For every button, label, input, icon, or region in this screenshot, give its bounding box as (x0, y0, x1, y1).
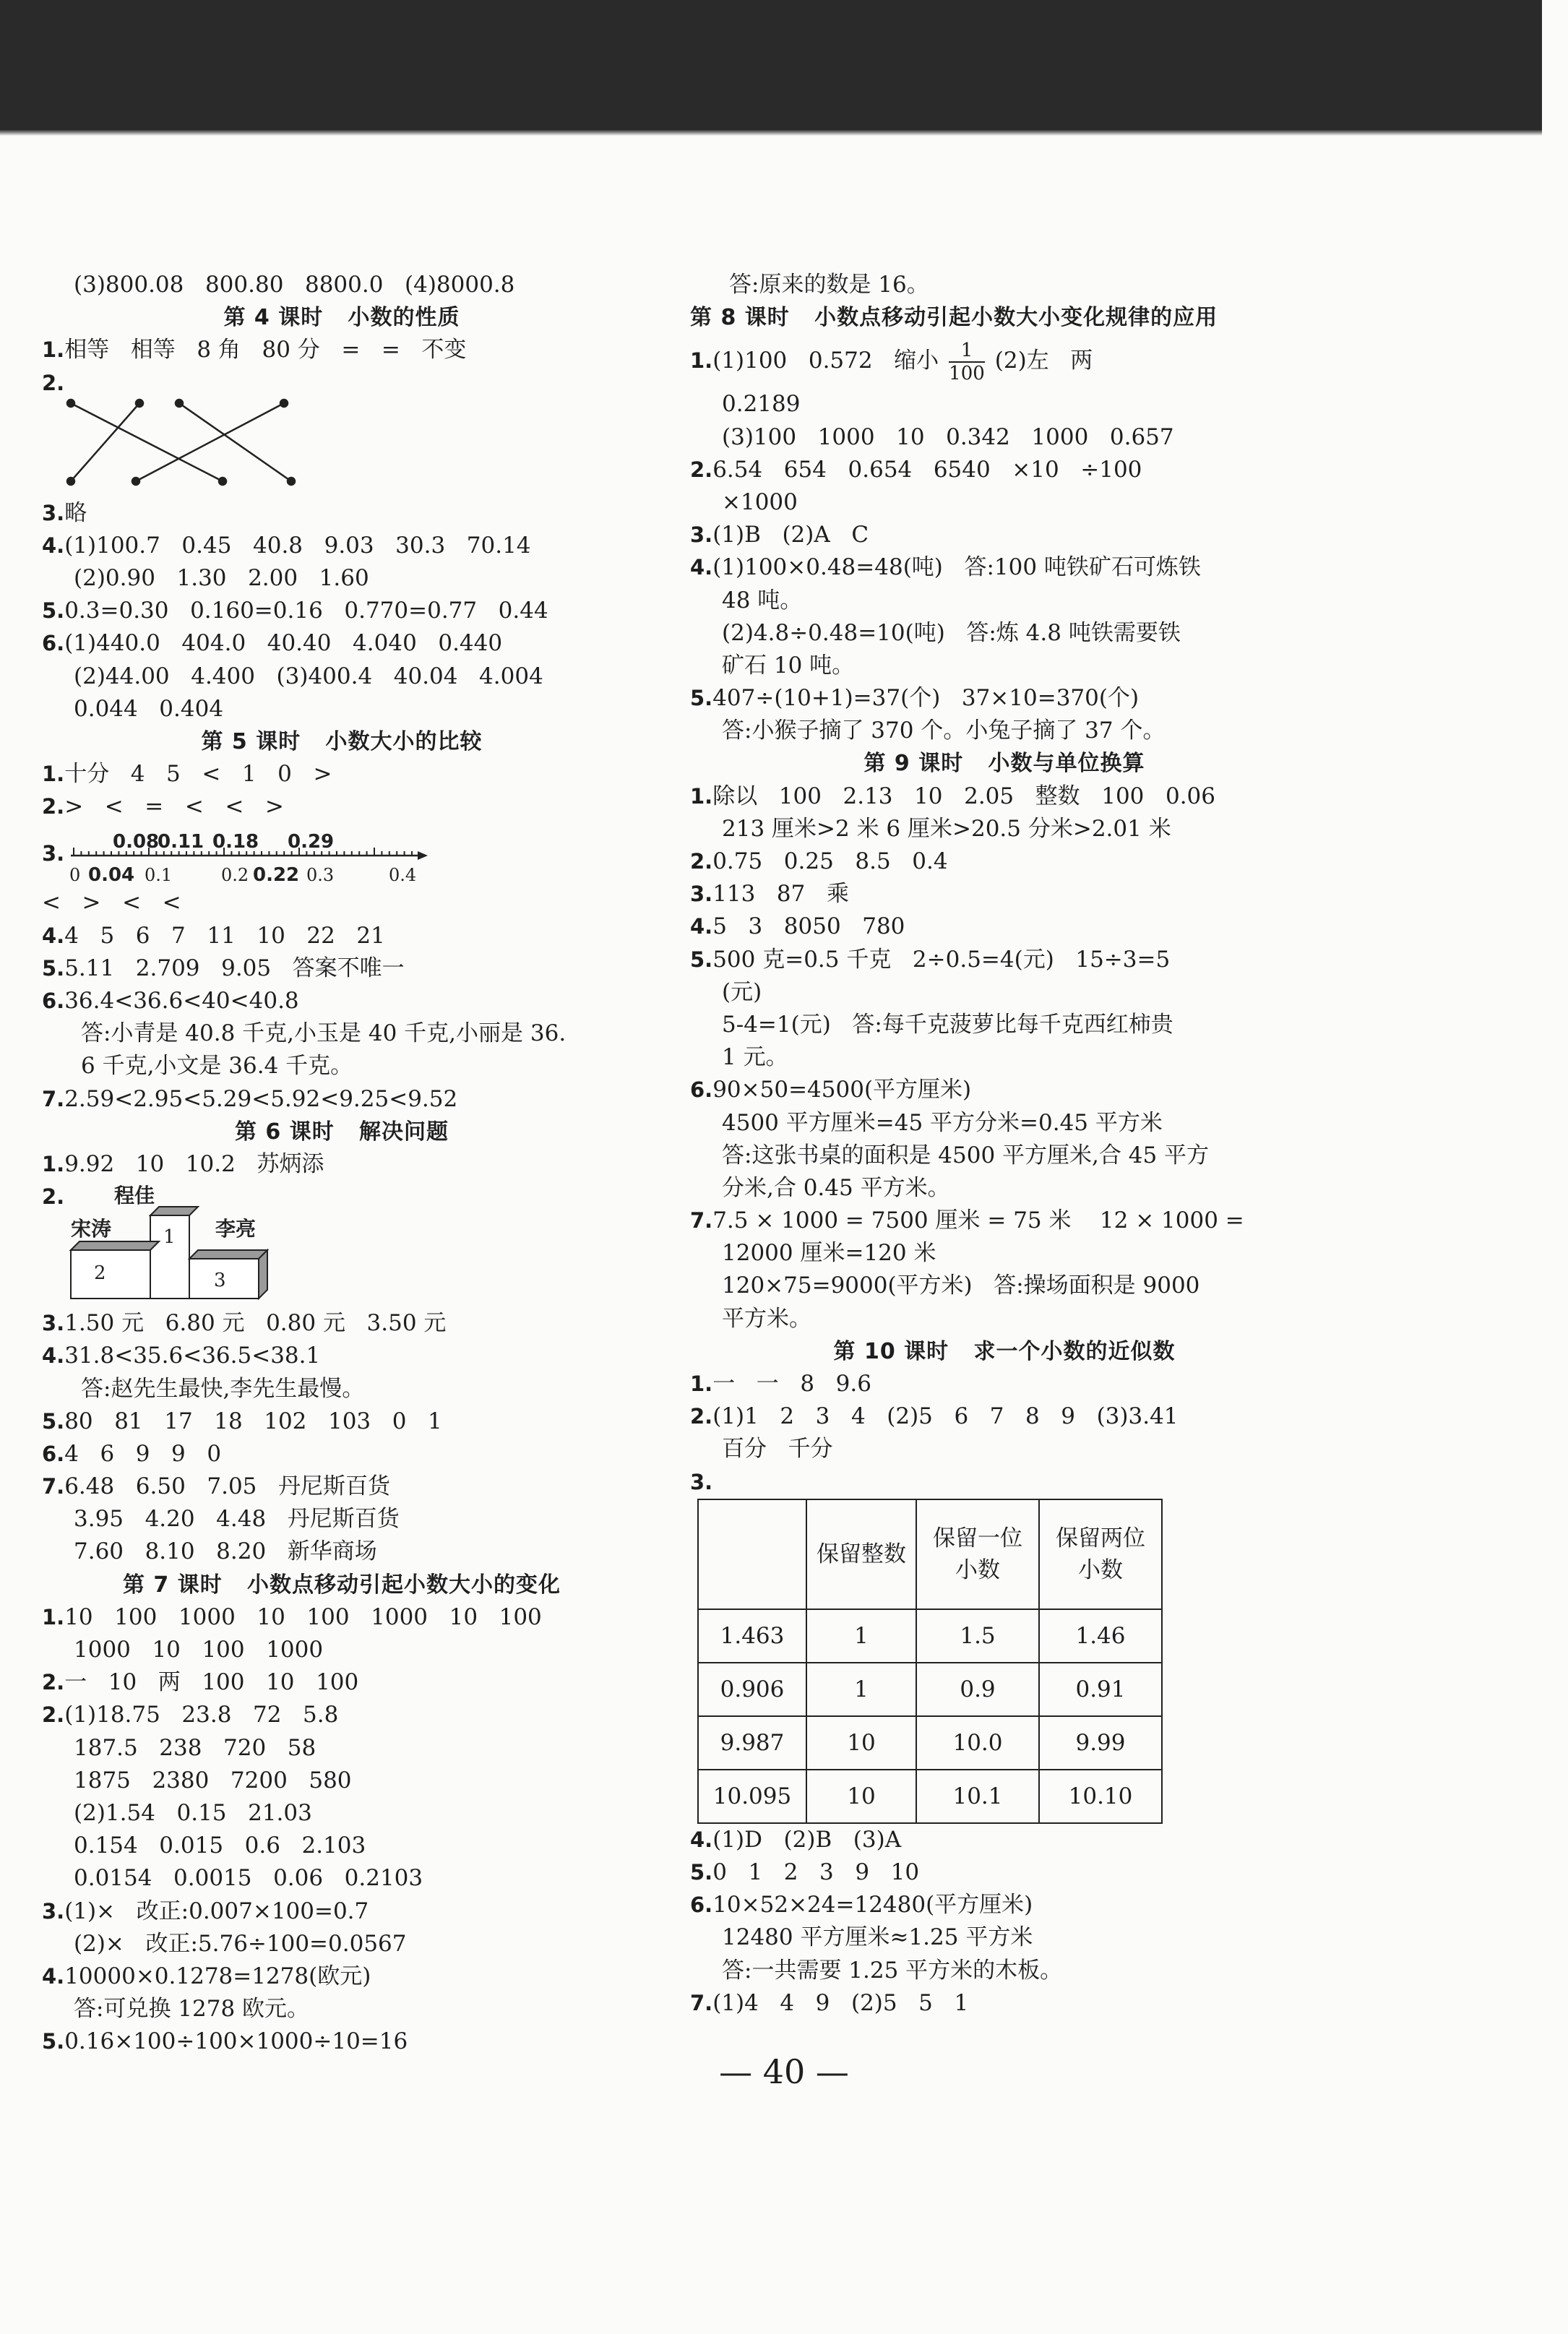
answer-line: (2)44.00 4.400 (3)400.4 40.04 4.004 (74, 663, 543, 689)
answer-line (690, 1889, 1319, 1921)
answer-text: 0.16×100÷100×1000÷10=16 (64, 2028, 408, 2055)
answer-line (42, 595, 642, 627)
question-number: 7. (690, 1208, 713, 1233)
scan-shadow-edge (0, 130, 1542, 136)
question-number: 1. (42, 762, 65, 787)
match-dot (67, 400, 74, 407)
table-row (698, 1770, 1162, 1823)
question-number: 6. (690, 1892, 713, 1918)
answer-line: 48 吨。 (722, 587, 803, 613)
answer-line (42, 530, 642, 562)
answer-line (690, 1400, 1319, 1433)
match-line (179, 403, 291, 481)
podium-first-name: 程佳 (114, 1184, 155, 1208)
answer-line: (3)100 1000 10 0.342 1000 0.657 (722, 423, 1174, 450)
question-number: 3. (690, 882, 713, 907)
answer-line: 1875 2380 7200 580 (74, 1767, 352, 1793)
answer-text: (1)100 0.572 缩小 (712, 348, 939, 374)
answer-text: (1)4 4 9 (2)5 5 1 (712, 1989, 969, 2016)
answer-line: 矿石 10 吨。 (722, 652, 855, 679)
answer-text: 4 5 6 7 11 10 22 21 (64, 922, 385, 949)
question-number: 2. (690, 457, 713, 482)
answer-line (42, 1083, 642, 1116)
answer-line: 4500 平方厘米=45 平方分米=0.45 平方米 (722, 1109, 1163, 1136)
question-number: 2. (42, 1670, 65, 1695)
table-header-cell: 保留整数 (806, 1499, 916, 1609)
answer-text: (1)18.75 23.8 72 5.8 (64, 1702, 339, 1728)
question-number: 5. (42, 598, 65, 624)
question-number: 1. (690, 1371, 713, 1396)
answer-line (690, 454, 1319, 486)
answer-text: (1)B (2)A C (712, 522, 869, 548)
answer-line (690, 1466, 1319, 1499)
question-number: 2. (690, 849, 713, 874)
answer-line: 1 元。 (722, 1044, 788, 1071)
lesson-6-heading: 第 6 课时 解决问题 (234, 1119, 449, 1145)
answer-line: (元) (722, 978, 762, 1005)
answer-line: 120×75=9000(平方米) 答:操场面积是 9000 (722, 1272, 1200, 1299)
question-number: 1. (42, 1151, 65, 1176)
match-line (71, 403, 223, 481)
answer-text: 36.4<36.6<40<40.8 (64, 988, 299, 1014)
question-number: 4. (690, 914, 713, 939)
match-dot (132, 478, 139, 485)
table-cell: 9.987 (698, 1716, 806, 1770)
table-cell: 1 (806, 1663, 916, 1716)
answer-text: 80 81 17 18 102 103 0 1 (64, 1408, 442, 1434)
answer-line: < > < < (42, 890, 181, 916)
answer-text: 1.50 元 6.80 元 0.80 元 3.50 元 (64, 1310, 447, 1337)
answer-line: 答:这张书桌的面积是 4500 平方厘米,合 45 平方 (722, 1142, 1210, 1168)
answer-text: (1)D (2)B (3)A (712, 1826, 902, 1853)
answer-line (42, 791, 642, 823)
answer-line (690, 845, 1319, 878)
answer-line (690, 1074, 1319, 1106)
question-number: 3. (42, 500, 65, 525)
answer-line: 0.0154 0.0015 0.06 0.2103 (74, 1865, 423, 1892)
lesson-7-heading: 第 7 课时 小数点移动引起小数大小的变化 (122, 1572, 561, 1598)
answer-line: 213 厘米>2 米 6 厘米>20.5 分米>2.01 米 (722, 815, 1171, 842)
podium-block-second (71, 1250, 150, 1299)
question-number: 6. (42, 989, 65, 1013)
number-line-top-label: 0.29 (288, 831, 335, 853)
answer-line (690, 878, 1319, 910)
answer-line: 0.044 0.404 (74, 695, 224, 722)
table-cell: 10.1 (916, 1770, 1039, 1823)
fraction-denominator: 100 (949, 362, 985, 384)
number-line-bottom-label: 0.4 (389, 865, 417, 886)
answer-line: (2)× 改正:5.76÷100=0.0567 (74, 1930, 407, 1957)
answer-line (42, 497, 642, 530)
podium-number: 2 (94, 1262, 106, 1285)
answer-line (690, 1205, 1319, 1237)
answer-text: 0.3=0.30 0.160=0.16 0.770=0.77 0.44 (64, 598, 548, 624)
table-cell: 10.10 (1039, 1770, 1162, 1823)
podium-third-name: 李亮 (215, 1217, 257, 1241)
answer-text: (1)× 改正:0.007×100=0.7 (64, 1898, 369, 1924)
answer-line (42, 952, 642, 985)
answer-line (42, 1307, 642, 1340)
lesson-10-heading: 第 10 课时 求一个小数的近似数 (833, 1338, 1176, 1364)
answer-line (690, 519, 1319, 551)
answer-line (42, 1960, 642, 1993)
answer-text: 0.75 0.25 8.5 0.4 (712, 848, 948, 874)
answer-text: 90×50=4500(平方厘米) (712, 1077, 972, 1103)
answer-text: 除以 100 2.13 10 2.05 整数 100 0.06 (712, 783, 1215, 809)
question-number: 5. (690, 947, 713, 972)
answer-text: 500 克=0.5 千克 2÷0.5=4(元) 15÷3=5 (712, 946, 1171, 973)
question-number: 3. (690, 522, 713, 548)
answer-line: 3.95 4.20 4.48 丹尼斯百货 (74, 1506, 400, 1533)
table-header-cell (698, 1499, 806, 1609)
podium-figure (42, 1181, 642, 1307)
number-line-bottom-label: 0 (69, 865, 81, 886)
table-cell: 0.9 (916, 1663, 1039, 1716)
answer-line: 分米,合 0.45 平方米。 (722, 1174, 950, 1201)
answer-text: 6.54 654 0.654 6540 ×10 ÷100 (712, 456, 1142, 483)
table-cell: 0.906 (698, 1663, 806, 1716)
answer-line (690, 910, 1319, 943)
podium-side-third (259, 1250, 267, 1299)
answer-line: (2)4.8÷0.48=10(吨) 答:炼 4.8 吨铁需要铁 (722, 619, 1181, 646)
question-number: 2. (42, 370, 65, 395)
answer-line (690, 944, 1319, 976)
answer-line (690, 551, 1319, 584)
match-line (71, 403, 139, 481)
scan-shadow-band (0, 0, 1542, 130)
question-number: 7. (42, 1086, 65, 1111)
page-number: — 40 — (719, 2052, 849, 2091)
table-cell: 9.99 (1039, 1716, 1162, 1770)
question-number: 3. (42, 1898, 65, 1924)
number-line-arrow (418, 851, 428, 860)
answer-line (690, 1856, 1319, 1889)
answer-line: 0.2189 (722, 391, 801, 418)
question-number: 5. (42, 1408, 65, 1434)
answer-line: 百分 千分 (722, 1436, 833, 1463)
podium-second-name: 宋涛 (71, 1217, 112, 1241)
answer-text: (2)左 两 (994, 348, 1093, 374)
table-row (698, 1609, 1162, 1663)
match-dot (67, 478, 74, 485)
answer-line: 187.5 238 720 58 (74, 1734, 316, 1761)
answer-text: 10 100 1000 10 100 1000 10 100 (64, 1603, 542, 1630)
podium-top-third (189, 1250, 267, 1259)
lesson-5-heading: 第 5 课时 小数大小的比较 (201, 728, 483, 754)
answer-text: 2.59<2.95<5.29<5.92<9.25<9.52 (64, 1085, 458, 1112)
answer-text: (1)1 2 3 4 (2)5 6 7 8 9 (3)3.41 (712, 1403, 1179, 1430)
question-number: 3. (690, 1469, 713, 1494)
table-row (698, 1663, 1162, 1716)
answer-line (42, 1699, 642, 1731)
question-number: 5. (690, 1859, 713, 1885)
question-number: 4. (690, 555, 713, 580)
question-number: 7. (690, 1990, 713, 2015)
answer-text: 9.92 10 10.2 苏炳添 (64, 1150, 324, 1177)
question-number: 5. (42, 2029, 65, 2054)
table-header-row (698, 1499, 1162, 1609)
table-header-cell: 保留两位小数 (1039, 1499, 1162, 1609)
question-number: 2. (42, 1702, 65, 1728)
table-cell: 10.0 (916, 1716, 1039, 1770)
number-line-bottom-label: 0.1 (145, 865, 173, 886)
answer-line (690, 780, 1319, 813)
answer-line (690, 1987, 1319, 2020)
question-number: 1. (690, 783, 713, 809)
table-cell: 1.463 (698, 1609, 806, 1663)
question-number: 6. (690, 1077, 713, 1103)
answer-line: 7.60 8.10 8.20 新华商场 (74, 1538, 377, 1565)
answer-text: > < = < < > (64, 793, 284, 820)
question-number: 1. (42, 1604, 65, 1629)
answer-line: 12480 平方厘米≈1.25 平方米 (722, 1924, 1033, 1951)
answer-line (42, 1438, 642, 1470)
matching-figure (42, 367, 642, 497)
answer-line (690, 334, 1319, 388)
answer-line (690, 1824, 1319, 1856)
podium (42, 1181, 331, 1307)
answer-text: 略 (64, 499, 87, 526)
question-number: 5. (42, 955, 65, 981)
number-line-top-label: 0.18 (212, 831, 259, 853)
table-cell: 0.91 (1039, 1663, 1162, 1716)
answer-line (42, 758, 642, 791)
answer-line: 答:可兑换 1278 欧元。 (74, 1996, 310, 2023)
lesson-9-heading: 第 9 课时 小数与单位换算 (863, 751, 1145, 777)
question-number: 4. (42, 923, 65, 948)
answer-text: 6.48 6.50 7.05 丹尼斯百货 (64, 1473, 390, 1500)
table-row (698, 1716, 1162, 1770)
answer-line (690, 682, 1319, 715)
answer-line (42, 1895, 642, 1928)
answer-line: (2)0.90 1.30 2.00 1.60 (74, 564, 369, 591)
match-dot (280, 400, 288, 407)
answer-line: 5-4=1(元) 答:每千克菠萝比每千克西红柿贵 (722, 1011, 1173, 1038)
answer-text: 113 87 乘 (712, 881, 849, 908)
answer-line (42, 1148, 642, 1181)
answer-line: 6 千克,小文是 36.4 千克。 (81, 1053, 353, 1080)
question-number: 4. (42, 533, 65, 558)
answer-text: (1)440.0 404.0 40.40 4.040 0.440 (64, 630, 503, 657)
answer-line: 平方米。 (722, 1305, 811, 1332)
answer-line: (3)800.08 800.80 8800.0 (4)8000.8 (74, 272, 515, 298)
podium-number: 1 (163, 1226, 176, 1249)
match-dot (176, 400, 183, 407)
answer-line: 12000 厘米=120 米 (722, 1240, 936, 1267)
question-number: 3. (42, 841, 65, 866)
question-number: 6. (42, 631, 65, 656)
question-number: 1. (690, 348, 713, 374)
number-line-bottom-label: 0.3 (306, 865, 335, 886)
answer-line: 答:原来的数是 16。 (729, 272, 929, 298)
question-number: 4. (42, 1343, 65, 1369)
answer-line: 1000 10 100 1000 (74, 1637, 324, 1663)
answer-line (42, 627, 642, 660)
answer-text: 十分 4 5 < 1 0 > (64, 761, 332, 788)
number-line-bottom-label: 0.2 (221, 865, 249, 886)
answer-text: 10000×0.1278=1278(欧元) (64, 1963, 371, 1989)
answer-line (690, 1368, 1319, 1400)
answer-text: 7.5 × 1000 = 7500 厘米 = 75 米 12 × 1000 = (712, 1207, 1244, 1234)
table-header-cell: 保留一位小数 (916, 1499, 1039, 1609)
lesson-4-heading: 第 4 课时 小数的性质 (223, 305, 460, 331)
answer-line: 答:一共需要 1.25 平方米的木板。 (722, 1957, 1063, 1984)
rounding-table (697, 1499, 1163, 1824)
number-line-top-label: 0.11 (158, 831, 204, 853)
lesson-8-heading: 第 8 课时 小数点移动引起小数大小变化规律的应用 (690, 305, 1218, 331)
match-dot (288, 478, 295, 485)
matching-lines (42, 367, 345, 497)
answer-line: 答:小猴子摘了 370 个。小兔子摘了 37 个。 (722, 718, 1166, 744)
answer-text: 10×52×24=12480(平方厘米) (712, 1892, 1033, 1919)
question-number: 2. (42, 794, 65, 819)
answer-line: ×1000 (722, 488, 798, 515)
fraction (949, 340, 985, 384)
answer-text: 5.11 2.709 9.05 答案不唯一 (64, 955, 405, 981)
question-number: 4. (42, 1963, 65, 1989)
answer-line (42, 1405, 642, 1438)
answer-line (42, 920, 642, 952)
answer-text: 407÷(10+1)=37(个) 37×10=370(个) (712, 685, 1140, 712)
number-line-bottom-label: 0.04 (88, 864, 135, 887)
table-cell: 1.5 (916, 1609, 1039, 1663)
table-wrapper (690, 1499, 1319, 1824)
answer-line (42, 1601, 642, 1634)
answer-line (42, 1666, 642, 1699)
table-cell: 10 (806, 1716, 916, 1770)
answer-line: (2)1.54 0.15 21.03 (74, 1799, 312, 1826)
answer-text: 0 1 2 3 9 10 (712, 1859, 920, 1885)
answer-text: (1)100.7 0.45 40.8 9.03 30.3 70.14 (64, 532, 531, 559)
answer-text: 一 10 两 100 10 100 (64, 1669, 359, 1696)
number-line-top-label: 0.08 (113, 831, 160, 853)
answer-line: 0.154 0.015 0.6 2.103 (74, 1833, 366, 1859)
answer-line: 答:赵先生最快,李先生最慢。 (81, 1375, 365, 1402)
right-column (690, 269, 1319, 2020)
answer-text: 一 一 8 9.6 (712, 1371, 871, 1397)
table-cell: 10.095 (698, 1770, 806, 1823)
match-dot (136, 400, 143, 407)
question-number: 2. (690, 1404, 713, 1429)
number-line-figure (42, 823, 642, 887)
question-number: 6. (42, 1441, 65, 1466)
answer-line (42, 334, 642, 366)
answer-text: 4 6 9 9 0 (64, 1440, 222, 1467)
answer-line (42, 1470, 642, 1503)
question-number: 4. (690, 1827, 713, 1852)
number-line-bottom-label: 0.22 (253, 864, 300, 887)
fraction-numerator: 1 (949, 340, 985, 363)
podium-top-first (150, 1207, 198, 1215)
match-line (136, 403, 284, 481)
left-column (42, 269, 642, 2058)
answer-line (42, 1340, 642, 1372)
number-line (42, 823, 447, 887)
question-number: 5. (690, 686, 713, 711)
podium-number: 3 (214, 1270, 226, 1292)
answer-text: 31.8<35.6<36.5<38.1 (64, 1343, 321, 1369)
question-number: 1. (42, 337, 65, 363)
question-number: 3. (42, 1311, 65, 1336)
question-number: 2. (42, 1184, 65, 1210)
answer-line (42, 985, 642, 1017)
answer-text: 相等 相等 8 角 80 分 = = 不变 (64, 337, 467, 363)
podium-top-second (71, 1241, 159, 1250)
table-cell: 10 (806, 1770, 916, 1823)
table-cell: 1 (806, 1609, 916, 1663)
answer-line: 答:小青是 40.8 千克,小玉是 40 千克,小丽是 36. (81, 1020, 567, 1047)
question-number: 7. (42, 1474, 65, 1499)
table-cell: 1.46 (1039, 1609, 1162, 1663)
match-dot (219, 478, 226, 485)
answer-text: (1)100×0.48=48(吨) 答:100 吨铁矿石可炼铁 (712, 554, 1201, 581)
answer-text: 5 3 8050 780 (712, 913, 905, 940)
